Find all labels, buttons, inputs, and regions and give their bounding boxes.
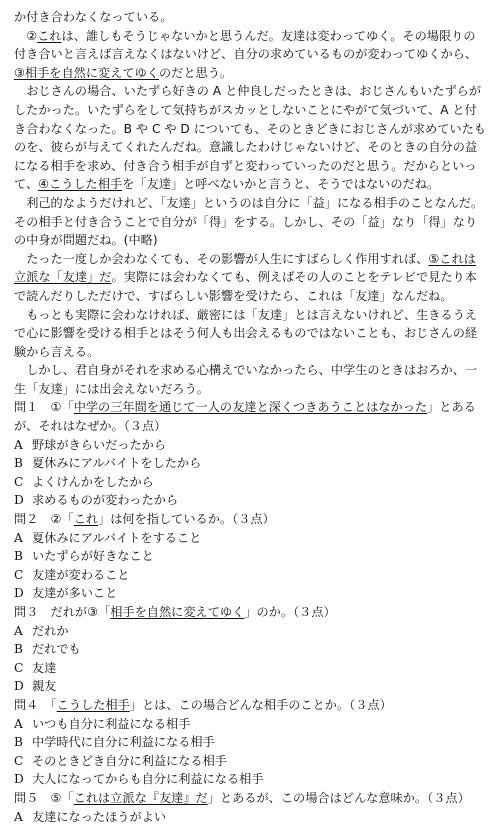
choice-text: 友達が変わること: [32, 567, 130, 582]
question-prompt: [14, 789, 487, 808]
text-run: 問１ ①「: [14, 400, 74, 415]
answer-choice-d: [14, 677, 487, 696]
choice-letter: A: [14, 530, 23, 545]
text-run: 」は何を指しているか。（３点）: [98, 512, 275, 527]
answer-choice-b: [14, 454, 487, 473]
passage-paragraph: [14, 361, 487, 398]
choice-text: 野球がきらいだったから: [32, 437, 167, 452]
answer-choice-a: [14, 529, 487, 548]
choice-text: だれでも: [32, 642, 81, 657]
question-1: [14, 398, 487, 510]
text-run: しかし、君自身がそれを求める心構えでいなかったら、中学生のときはおろか、一生「友達」には出会えないだろう。: [14, 363, 478, 396]
text-run: を「友達」と呼べないかと言うと、そうではないのだね。: [122, 177, 440, 192]
choice-text: だれか: [32, 623, 69, 638]
underlined-phrase: これは立派な『友達』だ: [73, 790, 208, 805]
choice-text: 大人になってからも自分に利益になる相手: [32, 772, 264, 787]
text-run: たった一度しか会わなくても、その影響が人生にすばらしく作用すれば、: [26, 251, 429, 266]
choice-letter: A: [14, 809, 23, 824]
answer-choice-d: [14, 770, 487, 789]
answer-choice-c: [14, 659, 487, 678]
text-run: 」とあるが、この場合はどんな意味か。（３点）: [207, 790, 470, 805]
passage-paragraph: [14, 194, 487, 250]
underlined-phrase: これ: [37, 28, 62, 43]
choice-letter: A: [14, 437, 23, 452]
underlined-phrase: ④こうした相手: [38, 177, 123, 192]
question-prompt: [14, 510, 487, 529]
question-3: [14, 603, 487, 696]
question-list: [14, 398, 487, 826]
answer-choice-c: [14, 566, 487, 585]
choice-letter: C: [14, 474, 24, 489]
underlined-phrase: これ: [73, 512, 99, 527]
question-4: [14, 696, 487, 789]
answer-choice-a: [14, 436, 487, 455]
text-run: 利己的なようだけれど、「友達」というのは自分に「益」になる相手のことなんだ。その相手と付き合うことで自分が「得」をする。しかし、その「益」なり「得」なりの中身が問題だね。(中略): [14, 195, 484, 248]
passage-paragraph: [14, 27, 487, 83]
underlined-phrase: こうした相手: [56, 697, 130, 712]
choice-letter: B: [14, 642, 23, 657]
passage-paragraph: [14, 82, 487, 194]
text-run: 問２ ②「: [14, 512, 74, 527]
choice-text: 夏休みにアルバイトをすること: [32, 530, 202, 545]
answer-choice-d: [14, 584, 487, 603]
text-run: か付き合わなくなっている。: [14, 10, 173, 24]
text-run: 」とあるが、それはなぜか。（３点）: [14, 400, 476, 434]
text-run: は、誰しもそうじゃないかと思うんだ。友達は変わってゆく。その場限りの付き合いと言えば言えなくはないけど、自分の求めているものが変わってゆくから、: [14, 28, 478, 62]
choice-letter: C: [14, 660, 24, 675]
choice-text: 中学時代に自分に利益になる相手: [32, 735, 215, 750]
answer-choice-b: [14, 640, 487, 659]
choice-text: 親友: [32, 679, 57, 694]
question-prompt: [14, 696, 487, 715]
passage-paragraph: [14, 250, 487, 306]
reading-passage: [14, 8, 487, 398]
choice-text: 友達になったほうがよい: [32, 809, 167, 824]
answer-choice-d: [14, 491, 487, 510]
underlined-phrase: 中学の三年間を通じて一人の友達と深くつきあうことはなかった: [73, 400, 428, 415]
choice-letter: C: [14, 567, 24, 582]
choice-text: 友達が多いこと: [32, 586, 118, 601]
choice-text: 友達: [32, 660, 57, 675]
underlined-phrase: 相手を自然に変えてゆく: [110, 605, 245, 619]
underlined-phrase: ⑤これは立派な「友達」だ: [14, 251, 476, 285]
answer-choice-a: [14, 622, 487, 641]
choice-text: いつも自分に利益になる相手: [32, 716, 191, 731]
text-run: ②: [26, 28, 38, 43]
answer-choice-c: [14, 752, 487, 771]
choice-letter: B: [14, 456, 23, 471]
choice-letter: B: [14, 549, 23, 564]
choice-letter: C: [14, 753, 24, 768]
answer-choice-c: [14, 473, 487, 492]
choice-text: そのときどき自分に利益になる相手: [32, 753, 227, 768]
choice-letter: D: [14, 772, 24, 787]
passage-paragraph: [14, 8, 487, 27]
choice-text: よくけんかをしたから: [32, 474, 154, 489]
choice-letter: D: [14, 493, 24, 508]
text-run: 問４ 「: [14, 697, 57, 712]
text-run: 」とは、この場合どんな相手のことか。（３点）: [129, 697, 392, 712]
underlined-phrase: ③相手を自然に変えてゆく: [14, 65, 159, 80]
choice-letter: A: [14, 716, 23, 731]
choice-letter: B: [14, 735, 23, 750]
choice-text: いたずらが好きなこと: [32, 549, 154, 564]
text-run: 」のか。（３点）: [244, 605, 336, 619]
text-run: 問５ ⑤「: [14, 790, 74, 805]
choice-text: 夏休みにアルバイトをしたから: [32, 456, 202, 471]
answer-choice-a: [14, 808, 487, 826]
choice-letter: D: [14, 679, 24, 694]
question-prompt: [14, 398, 487, 435]
text-run: 問３ だれが③「: [14, 605, 111, 619]
question-5: [14, 789, 487, 826]
choice-text: 求めるものが変わったから: [32, 493, 179, 508]
answer-choice-b: [14, 733, 487, 752]
choice-letter: A: [14, 623, 23, 638]
choice-letter: D: [14, 586, 24, 601]
question-2: [14, 510, 487, 603]
answer-choice-b: [14, 547, 487, 566]
question-prompt: [14, 603, 487, 622]
text-run: もっとも実際に会わなければ、厳密には「友達」とは言えないけれど、生きるうえで心に影響を受ける相手とはそう何人も出会えるものではないことも、おじさんの経験から言える。: [14, 307, 478, 359]
passage-paragraph: [14, 306, 487, 362]
text-run: のだと思う。: [159, 65, 233, 80]
answer-choice-a: [14, 715, 487, 734]
text-run: 。実際には会わなくても、例えばその人のことをテレビで見たり本で読んだりしただけで、すばらしい影響を受けたら、これは「友達」なんだね。: [14, 270, 477, 303]
text-run: おじさんの場合、いたずら好きの A と仲良しだったときは、おじさんもいたずらがしたかった。いたずらをして気持ちがスカッとしないことにやがて気づいて、A と付き合わなくなった。B や C や D についても、そのときどきにおじさんが求めていたものを、彼らが与えてくれたんだね。意識したわけじゃないけど、そのときの自分の益になる相手を求め、付き合う相手が自ずと変わっていったのだと思う。だからといって、: [14, 84, 486, 192]
